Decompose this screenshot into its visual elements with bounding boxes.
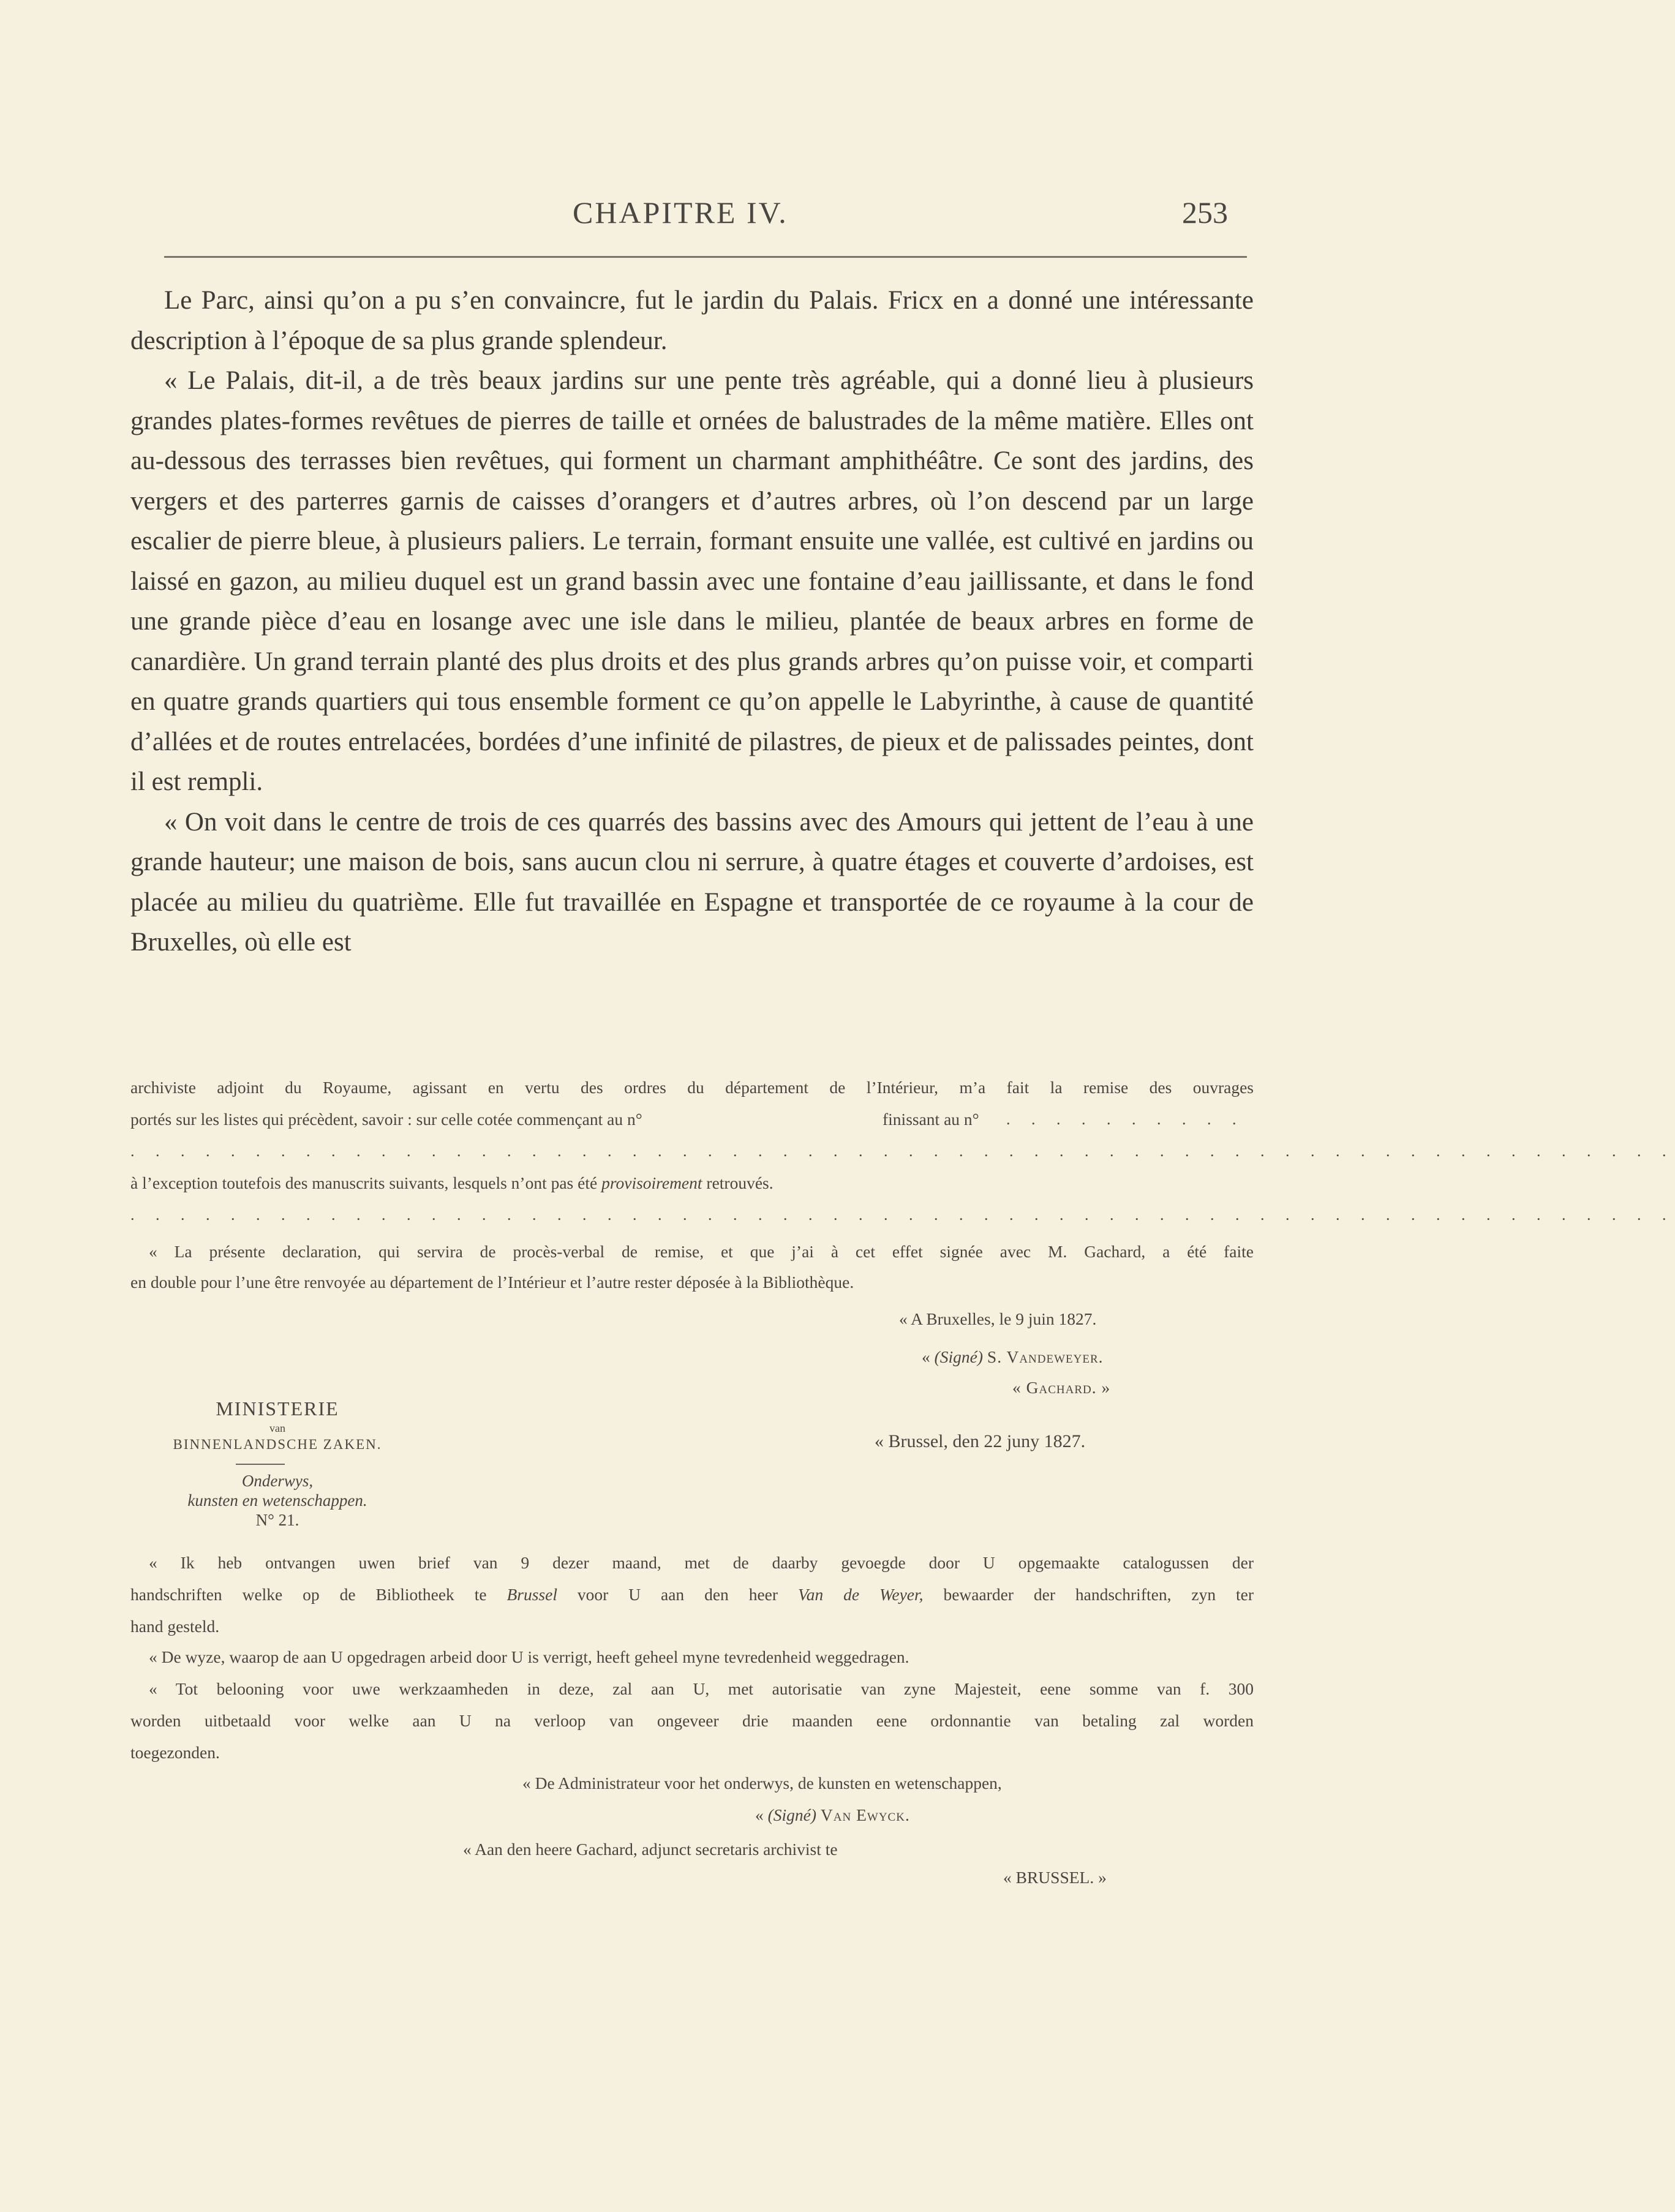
dot-leader: . . . . . . . . . . . . . . . . . . . . . . . . . . . . . . . . . . . . . . . . . . . . . . . . . . . . . . . . . . . . . . [130, 1142, 1675, 1160]
declaration-line-2: en double pour l’une être renvoyée au département de l’Intérieur et l’autre rester déposée à la Bibliothèque. [130, 1273, 854, 1292]
signature-1: « (Signé) S. Vandeweyer. [922, 1347, 1104, 1366]
dutch-line-1a: « Ik heb ontvangen uwen brief van 9 dezer maand, met de daarby gevoegde door U opgemaakte catalogussen der [149, 1553, 1254, 1572]
signature-2: « (Signé) Van Ewyck. [755, 1805, 910, 1824]
signed2-name: Van Ewyck. [820, 1805, 910, 1824]
dutch-line-1c: hand gesteld. [130, 1617, 220, 1636]
dot-leader: . . . . . . . . . . [1006, 1110, 1245, 1128]
dot-leader: . . . . . . . . . . . . . . . . . . . . . . . . . . . . . . . . . . . . . . . . . . . . . . . . . . . . . . . . . . . . . . [130, 1206, 1675, 1224]
footnote-line-1: archiviste adjoint du Royaume, agissant en vertu des ordres du département de l’Intérieur, m’a fait la remise des ouvrages [130, 1078, 1254, 1097]
dutch-text: voor U aan den heer [577, 1585, 778, 1604]
dutch-text: handschriften welke op de Bibliotheek te [130, 1585, 487, 1604]
administrator-line: « De Administrateur voor het onderwys, de kunsten en wetenschappen, [522, 1774, 1002, 1793]
dutch-italic: Brussel [506, 1585, 557, 1604]
footnote-line-2b: finissant au n° [883, 1110, 979, 1129]
header-rule [164, 256, 1247, 258]
footnote-line-3 [130, 1167, 774, 1199]
dutch-line-2: « De wyze, waarop de aan U opgedragen arbeid door U is verrigt, heeft geheel myne tevredenheid weggedragen. [149, 1647, 909, 1666]
dutch-line-3c: toegezonden. [130, 1743, 220, 1762]
ministry-number: N° 21. [255, 1511, 299, 1529]
dutch-italic: Van de Weyer, [797, 1585, 924, 1604]
place-date: « A Bruxelles, le 9 juin 1827. [899, 1309, 1097, 1328]
chapter-title: CHAPITRE IV. [573, 195, 788, 230]
dutch-line-3a: « Tot belooning voor uwe werkzaamheden in deze, zal aan U, met autorisatie van zyne Majesteit, eene somme van f. 300 [149, 1679, 1254, 1698]
ministry-dept-2: kunsten en wetenschappen. [187, 1491, 367, 1510]
address-line-1: « Aan den heere Gachard, adjunct secretaris archivist te [463, 1840, 838, 1859]
signed2-label: (Signé) [767, 1805, 817, 1824]
dutch-line-1b [130, 1579, 1254, 1611]
paragraph-2: « Le Palais, dit-il, a de très beaux jardins sur une pente très agréable, qui a donné lieu à plusieurs grandes plates-formes revêtues de pierres de taille et ornées de balustrades de la même matière. Elles ont au-dessous des terrasses bien revêtues, qui forment un charmant amphithéâtre. Ce sont des jardins, des vergers et des parterres garnis de caisses d’orangers et d’autres arbres, où l’on descend par un large escalier de pierre bleue, à plusieurs paliers. Le terrain, formant ensuite une vallée, est cultivé en jardins ou laissé en gazon, au milieu duquel est un grand bassin avec une fontaine d’eau jaillissante, et dans le fond une grande pièce d’eau en losange avec une isle dans le milieu, plantée de beaux arbres en forme de canardière. Un grand terrain planté des plus droits et des plus grands arbres qu’on puisse voir, et comparti en quatre grands quartiers qui tous ensemble forment ce qu’on appelle le Labyrinthe, à cause de quantité d’allées et de routes entrelacées, bordées d’une infinité de pilastres, de pieux et de palissades peintes, dont il est rempli. [130, 366, 1254, 796]
signed-label: (Signé) [934, 1347, 984, 1366]
signed-name: S. Vandeweyer. [987, 1347, 1104, 1366]
footnote-line-3-italic: provisoirement [601, 1173, 702, 1192]
dutch-text: bewaarder der handschriften, zyn ter [943, 1585, 1254, 1604]
footnote-line-2: portés sur les listes qui précèdent, savoir : sur celle cotée commençant au n° [130, 1110, 642, 1129]
ministry-title: MINISTERIE [216, 1398, 339, 1420]
declaration-line-1: « La présente declaration, qui servira de procès-verbal de remise, et que j’ai à cet effet signée avec M. Gachard, a été faite [149, 1242, 1254, 1261]
address-line-2: « BRUSSEL. » [1003, 1868, 1107, 1887]
main-text [130, 280, 1254, 963]
ministry-block [130, 1395, 645, 1530]
dutch-line-3b: worden uitbetaald voor welke aan U na verloop van ongeveer drie maanden eene ordonnantie van betaling zal worden [130, 1711, 1254, 1730]
ministry-rule [236, 1464, 285, 1465]
ministry-van: van [269, 1422, 285, 1434]
ministry-name: BINNENLANDSCHE ZAKEN. [173, 1437, 382, 1452]
footnote-line-3a: à l’exception toutefois des manuscrits suivants, lesquels n’ont pas été [130, 1173, 598, 1192]
paragraph-3: « On voit dans le centre de trois de ces quarrés des bassins avec des Amours qui jettent de l’eau à une grande hauteur; une maison de bois, sans aucun clou ni serrure, à quatre étages et couverte d’ardoises, est placée au milieu du quatrième. Elle fut travaillée en Espagne et transportée de ce royaume à la cour de Bruxelles, où elle est [130, 807, 1254, 957]
ministry-dept-1: Onderwys, [241, 1472, 314, 1490]
gachard-signature: « Gachard. » [1012, 1378, 1111, 1397]
page-number: 253 [1182, 195, 1228, 230]
footnote-block [130, 1072, 1675, 1917]
paragraph-1: Le Parc, ainsi qu’on a pu s’en convaincre, fut le jardin du Palais. Fricx en a donné une intéressante description à l’époque de sa plus grande splendeur. [130, 286, 1254, 355]
brussel-date: « Brussel, den 22 juny 1827. [875, 1431, 1086, 1451]
footnote-line-3b: retrouvés. [706, 1173, 774, 1192]
